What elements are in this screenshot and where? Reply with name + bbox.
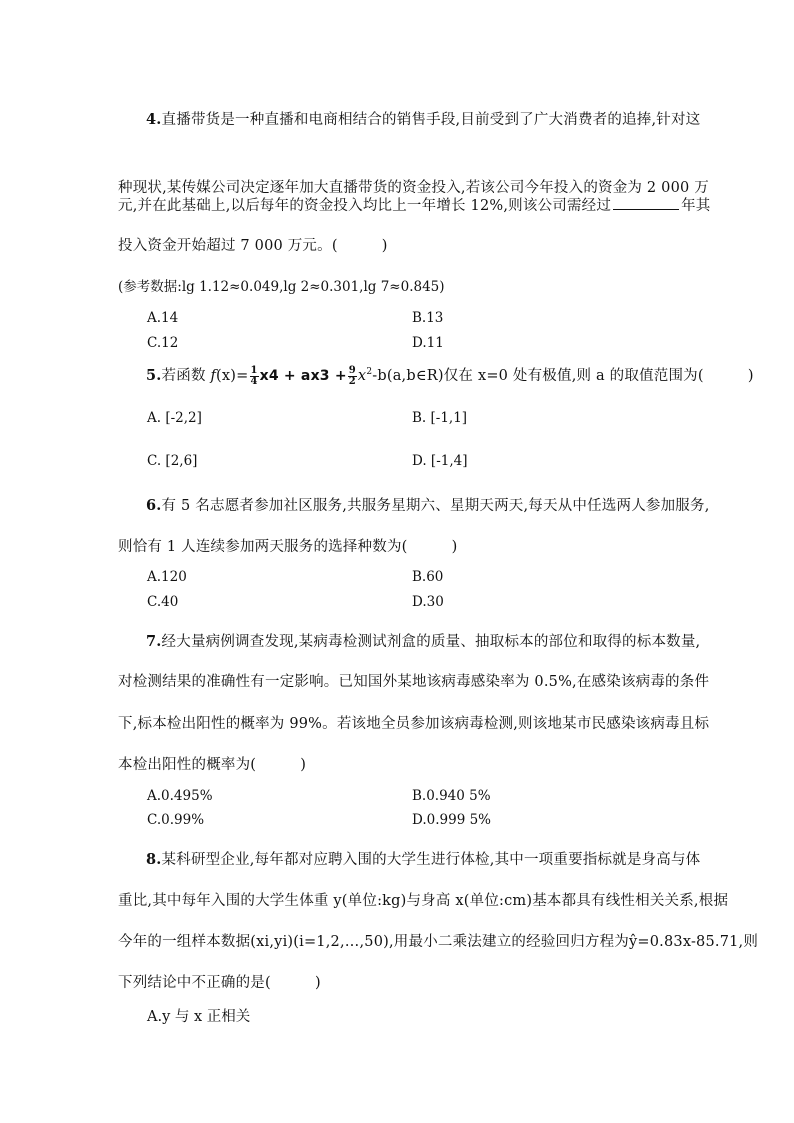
q5-option-a: A. [-2,2] — [147, 410, 202, 426]
q7-line-1 — [146, 630, 726, 651]
q6-option-b: B.60 — [412, 569, 444, 585]
q4-text-3a: 元,并在此基础上,以后每年的资金投入均比上一年增长 12%,则该公司需经过 — [118, 198, 612, 214]
q4-option-a: A.14 — [147, 310, 179, 326]
q6-line-1 — [146, 494, 726, 515]
q8-line-2: 重比,其中每年入围的大学生体重 y(单位:kg)与身高 x(单位:cm)基本都具有线性相关关系,根据 — [118, 893, 729, 909]
q4-option-d: D.11 — [412, 335, 444, 351]
q5-line-1 — [146, 364, 754, 387]
q6-option-a: A.120 — [147, 569, 187, 585]
q5-number: 5. — [146, 367, 162, 384]
q7-line-4: 本检出阳性的概率为( ) — [118, 757, 307, 773]
q5-frac2-num: 9 — [348, 364, 356, 376]
answer-blank — [613, 199, 679, 210]
q5-fraction-1 — [250, 366, 259, 387]
q7-option-d: D.0.999 5% — [412, 812, 491, 828]
q7-option-b: B.0.940 5% — [412, 788, 491, 804]
q5-f: f — [210, 368, 217, 384]
q4-reference-data: (参考数据:lg 1.12≈0.049,lg 2≈0.301,lg 7≈0.845) — [118, 279, 445, 295]
q7-option-c: C.0.99% — [147, 812, 205, 828]
q4-option-c: C.12 — [147, 335, 179, 351]
q4-text-1: 直播带货是一种直播和电商相结合的销售手段,目前受到了广大消费者的追捧,针对这 — [161, 112, 701, 128]
q6-option-c: C.40 — [147, 594, 179, 610]
q8-line-4: 下列结论中不正确的是( ) — [118, 975, 321, 991]
q5-frac2-den: 2 — [348, 375, 356, 387]
q5-fraction-2 — [348, 366, 357, 387]
q5-option-b: B. [-1,1] — [412, 410, 468, 426]
q8-line-3: 今年的一组样本数据(xi,yi)(i=1,2,…,50),用最小二乘法建立的经验回归方程为ŷ=0.83x-85.71,则 — [118, 934, 759, 950]
q7-number: 7. — [146, 633, 162, 650]
q5-frac1-den: 4 — [250, 375, 258, 387]
q4-line-3 — [118, 194, 711, 215]
q4-line-1 — [146, 108, 726, 129]
q8-line-1 — [146, 848, 726, 869]
q6-number: 6. — [146, 497, 162, 514]
q5-option-d: D. [-1,4] — [412, 453, 468, 469]
q5-poly-terms: x4 + ax3 + — [259, 368, 347, 384]
q4-number: 4. — [146, 111, 162, 128]
q7-line-2: 对检测结果的准确性有一定影响。已知国外某地该病毒感染率为 0.5%,在感染该病毒的条件 — [118, 674, 710, 690]
q7-text-1: 经大量病例调查发现,某病毒检测试剂盒的质量、抽取标本的部位和取得的标本数量, — [161, 634, 701, 650]
q5-text-before: 若函数 — [161, 368, 211, 384]
q4-text-3b: 年其 — [681, 198, 711, 214]
q7-line-3: 下,标本检出阳性的概率为 99%。若该地全员参加该病毒检测,则该地某市民感染该病毒且标 — [118, 716, 710, 732]
q8-text-1: 某科研型企业,每年都对应聘入围的大学生进行体检,其中一项重要指标就是身高与体 — [161, 852, 701, 868]
q5-frac1-num: 1 — [250, 364, 258, 376]
q6-text-1: 有 5 名志愿者参加社区服务,共服务星期六、星期天两天,每天从中任选两人参加服务, — [161, 498, 710, 514]
q4-line-2: 种现状,某传媒公司决定逐年加大直播带货的资金投入,若该公司今年投入的资金为 2 000 万 — [118, 180, 709, 196]
q5-x2-sup: 2 — [366, 367, 373, 378]
q8-option-a: A.y 与 x 正相关 — [147, 1009, 251, 1025]
q7-option-a: A.0.495% — [147, 788, 213, 804]
q6-line-2: 则恰有 1 人连续参加两天服务的选择种数为( ) — [118, 539, 458, 555]
q4-line-4: 投入资金开始超过 7 000 万元。( ) — [118, 238, 388, 254]
q6-option-d: D.30 — [412, 594, 444, 610]
q5-x2: x — [357, 368, 367, 384]
q5-rest: -b(a,b∈R)仅在 x=0 处有极值,则 a 的取值范围为( ) — [372, 368, 754, 384]
q4-option-b: B.13 — [412, 310, 444, 326]
q5-option-c: C. [2,6] — [147, 453, 198, 469]
q8-number: 8. — [146, 851, 162, 868]
q5-paren-x: (x)= — [216, 368, 249, 384]
